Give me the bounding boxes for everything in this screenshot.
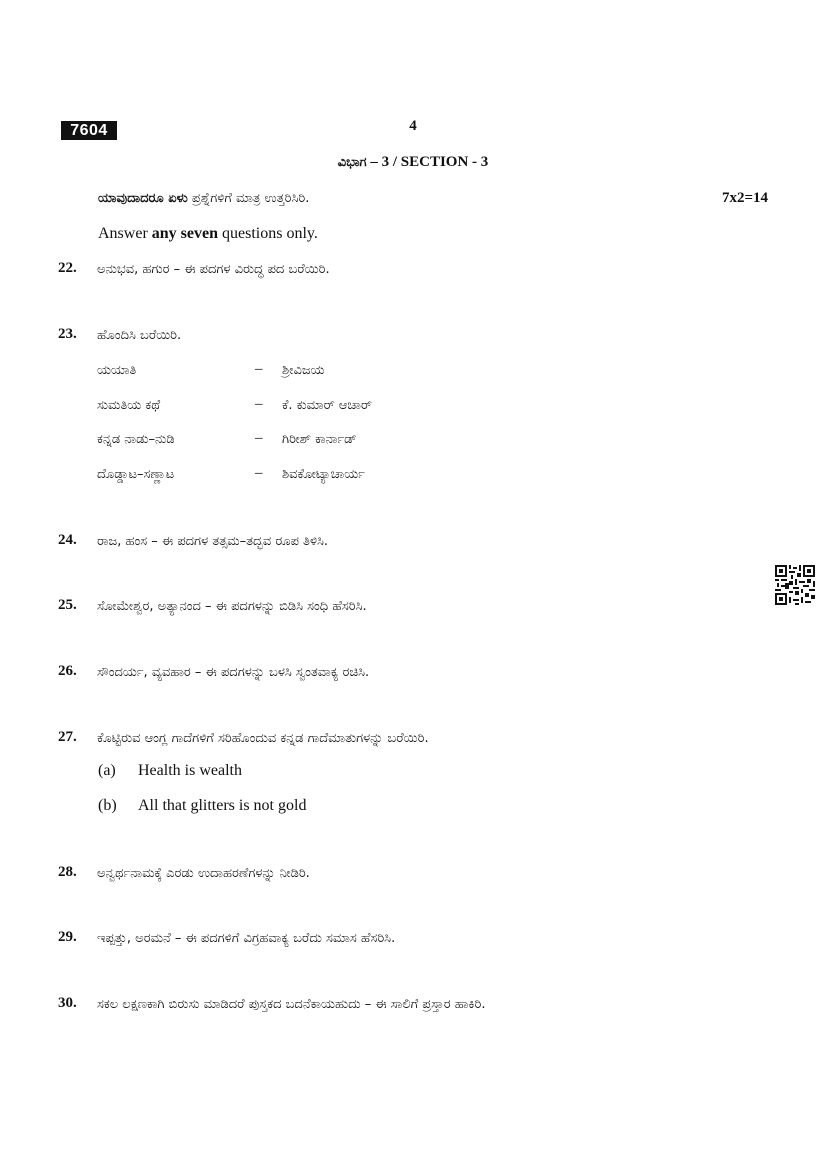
question-text: ಅನ್ವರ್ಥನಾಮಕ್ಕೆ ಎರಡು ಉದಾಹರಣೆಗಳನ್ನು ನೀಡಿರಿ. [97,866,310,881]
question-text: ಸೋಮೇಶ್ವರ, ಅತ್ಯಾನಂದ – ಈ ಪದಗಳನ್ನು ಬಿಡಿಸಿ ಸಂಧಿ ಹೆಸರಿಸಿ. [97,599,367,614]
question-number: 28. [58,864,77,880]
question-number: 22. [58,260,77,276]
question-text: ರಾಜ, ಹಂಸ – ಈ ಪದಗಳ ತತ್ಸಮ–ತದ್ಭವ ರೂಪ ತಿಳಿಸಿ. [97,534,329,549]
question-number: 25. [58,597,77,613]
match-left: ಯಯಾತಿ [97,363,137,378]
question-number: 24. [58,532,77,548]
proverb-label: (b) [98,797,117,814]
match-right: ಕೆ. ಕುಮಾರ್ ಆಚಾರ್ [282,398,372,413]
question-number: 30. [58,995,77,1011]
instruction-en-post: questions only. [218,225,318,242]
question-text: ಕೊಟ್ಟಿರುವ ಆಂಗ್ಲ ಗಾದೆಗಳಿಗೆ ಸರಿಹೊಂದುವ ಕನ್ನಡ ಗಾದೆಮಾತುಗಳನ್ನು ಬರೆಯಿರಿ. [97,731,429,746]
instruction-en-bold: any seven [151,225,218,242]
question-number: 29. [58,929,77,945]
question-text: ಸಕಲ ಲಕ್ಷಣಕಾಗಿ ಬಿರುಸು ಮಾಡಿದರೆ ಪುಸ್ತಕದ ಬದನೆಕಾಯಹುದು – ಈ ಸಾಲಿಗೆ ಪ್ರಸ್ತಾರ ಹಾಕಿರಿ. [97,997,486,1012]
instruction-en [98,225,318,243]
match-dash: – [255,430,263,446]
proverb-label: (a) [98,762,116,779]
match-left: ಸುಮತಿಯ ಕಥೆ [97,398,161,413]
proverb-text: Health is wealth [138,762,242,779]
match-dash: – [255,465,263,481]
instruction-kn [98,190,309,206]
paper-code-badge: 7604 [61,121,117,140]
question-text: ಸೌಂದರ್ಯ, ವ್ಯವಹಾರ – ಈ ಪದಗಳನ್ನು ಬಳಸಿ ಸ್ವಂತವಾಕ್ಯ ರಚಿಸಿ. [97,665,370,680]
section-title-en: – 3 / SECTION - 3 [366,154,489,170]
match-right: ಶ್ರೀವಿಜಯ [282,363,325,378]
section-title [250,154,576,171]
qr-code-icon [775,565,815,605]
instruction-kn-rest: ಪ್ರಶ್ನೆಗಳಿಗೆ ಮಾತ್ರ ಉತ್ತರಿಸಿರಿ. [187,191,310,206]
question-number: 23. [58,326,77,342]
proverb-text: All that glitters is not gold [138,797,307,814]
question-number: 26. [58,663,77,679]
instruction-en-pre: Answer [98,225,152,242]
match-left: ದೊಡ್ಡಾಟ–ಸಣ್ಣಾಟ [97,467,175,482]
match-right: ಗಿರೀಶ್ ಕಾರ್ನಾಡ್ [282,432,357,447]
section-marks: 7x2=14 [721,190,768,206]
question-text: ಅನುಭವ, ಹಗುರ – ಈ ಪದಗಳ ವಿರುದ್ಧ ಪದ ಬರೆಯಿರಿ. [97,262,330,277]
match-dash: – [255,361,263,377]
instruction-kn-bold: ಯಾವುದಾದರೂ ಏಳು [98,191,188,206]
question-text: ಇಪ್ಪತ್ತು, ಅರಮನೆ – ಈ ಪದಗಳಿಗೆ ವಿಗ್ರಹವಾಕ್ಯ ಬರೆದು ಸಮಾಸ ಹೆಸರಿಸಿ. [97,931,396,946]
question-text: ಹೊಂದಿಸಿ ಬರೆಯಿರಿ. [97,328,182,343]
match-dash: – [255,396,263,412]
question-number: 27. [58,729,77,745]
section-title-kn: ವಿಭಾಗ [337,155,367,170]
page-number: 4 [409,118,417,134]
match-left: ಕನ್ನಡ ನಾಡು–ನುಡಿ [97,432,175,447]
match-right: ಶಿವಕೋಟ್ಯಾಚಾರ್ಯ [282,467,365,482]
